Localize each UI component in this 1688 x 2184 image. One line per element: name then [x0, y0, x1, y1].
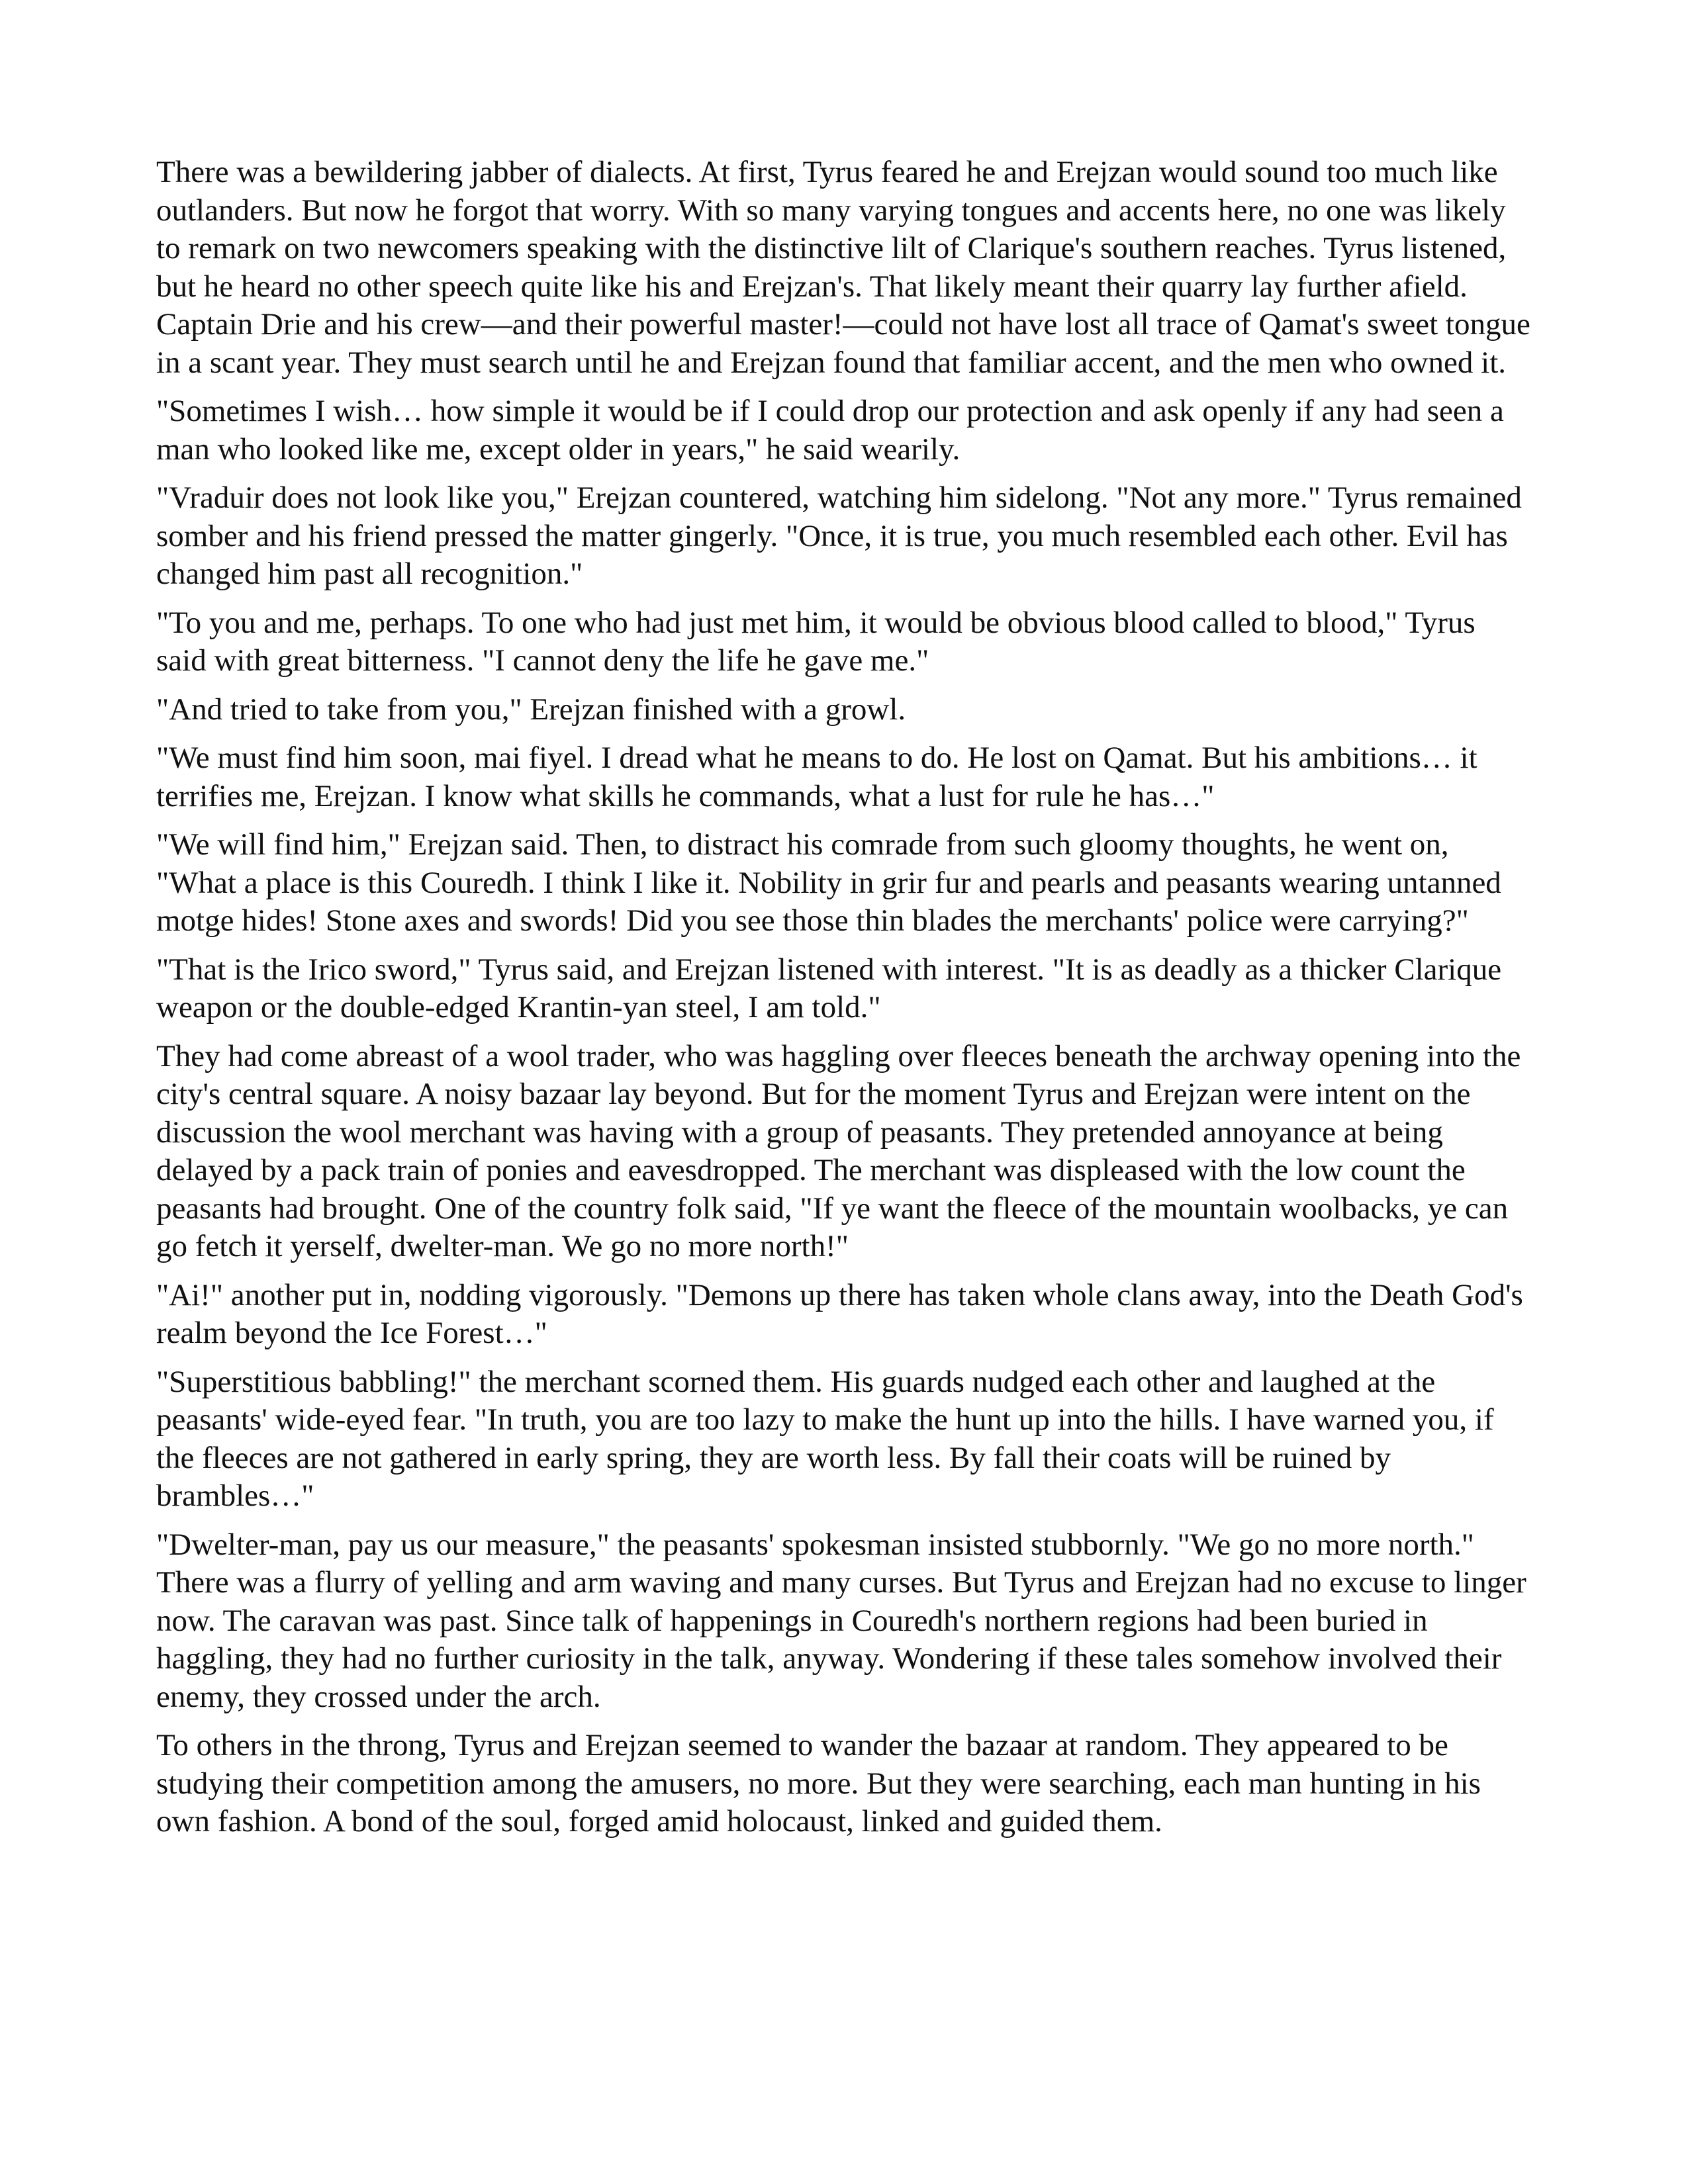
paragraph: They had come abreast of a wool trader, who was haggling over fleeces beneath the archway opening into the city's central square. A noisy bazaar lay beyond. But for the moment Tyrus and Erejzan were intent on the discussion the wool merchant was having with a group of peasants. They pretended annoyance at being delayed by a pack train of ponies and eavesdropped. The merchant was displeased with the low count the peasants had brought. One of the country folk said, "If ye want the fleece of the mountain woolbacks, ye can go fetch it yerself, dwelter-man. We go no more north!" — [156, 1038, 1521, 1263]
paragraph: "Ai!" another put in, nodding vigorously. "Demons up there has taken whole clans away, into the Death God's realm beyond the Ice Forest…" — [156, 1277, 1523, 1350]
paragraph: "Dwelter-man, pay us our measure," the peasants' spokesman insisted stubbornly. "We go no more north." There was a flurry of yelling and arm waving and many curses. But Tyrus and Erejzan had no excuse to linger now. The caravan was past. Since talk of happenings in Couredh's northern regions had been buried in haggling, they had no further curiosity in the talk, anyway. Wondering if these tales somehow involved their enemy, they crossed under the arch. — [156, 1527, 1526, 1714]
paragraph: "We must find him soon, mai fiyel. I dread what he means to do. He lost on Qamat. But his ambitions… it terrifies me, Erejzan. I know what skills he commands, what a lust for rule he has…" — [156, 741, 1477, 813]
paragraph: "We will find him," Erejzan said. Then, to distract his comrade from such gloomy thoughts, he went on, "What a place is this Couredh. I think I like it. Nobility in grir fur and pearls and peasants wearing untanned motge hides! Stone axes and swords! Did you see those thin blades the merchants' police were carrying?" — [156, 827, 1501, 938]
paragraph: "Sometimes I wish… how simple it would be if I could drop our protection and ask openly if any had seen a man who looked like me, except older in years," he said wearily. — [156, 394, 1504, 467]
paragraph: "Vraduir does not look like you," Erejzan countered, watching him sidelong. "Not any more." Tyrus remained somber and his friend pressed the matter gingerly. "Once, it is true, you much resembled each other. Evil has changed him past all recognition." — [156, 480, 1522, 591]
paragraph: "Superstitious babbling!" the merchant scorned them. His guards nudged each other and laughed at the peasants' wide-eyed fear. "In truth, you are too lazy to make the hunt up into the hills. I have warned you, if the fleeces are not gathered in early spring, they are worth less. By fall their coats will be ruined by brambles…" — [156, 1364, 1494, 1513]
paragraph: There was a bewildering jabber of dialects. At first, Tyrus feared he and Erejzan would sound too much like outlanders. But now he forgot that worry. With so many varying tongues and accents here, no one was likely to remark on two newcomers speaking with the distinctive lilt of Clarique's southern reaches. Tyrus listened, but he heard no other speech quite like his and Erejzan's. That likely meant their quarry lay further afield. Captain Drie and his crew—and their powerful master!—could not have lost all trace of Qamat's sweet tongue in a scant year. They must search until he and Erejzan found that familiar accent, and the men who owned it. — [156, 155, 1530, 380]
paragraph: "That is the Irico sword," Tyrus said, and Erejzan listened with interest. "It is as deadly as a thicker Clarique weapon or the double-edged Krantin-yan steel, I am told." — [156, 952, 1502, 1024]
paragraph: "And tried to take from you," Erejzan finished with a growl. — [156, 692, 906, 727]
body-text — [156, 154, 1533, 1852]
paragraph: To others in the throng, Tyrus and Erejzan seemed to wander the bazaar at random. They appeared to be studying their competition among the amusers, no more. But they were searching, each man hunting in his own fashion. A bond of the soul, forged amid holocaust, linked and guided them. — [156, 1728, 1481, 1839]
paragraph: "To you and me, perhaps. To one who had just met him, it would be obvious blood called to blood," Tyrus said with great bitterness. "I cannot deny the life he gave me." — [156, 605, 1476, 678]
